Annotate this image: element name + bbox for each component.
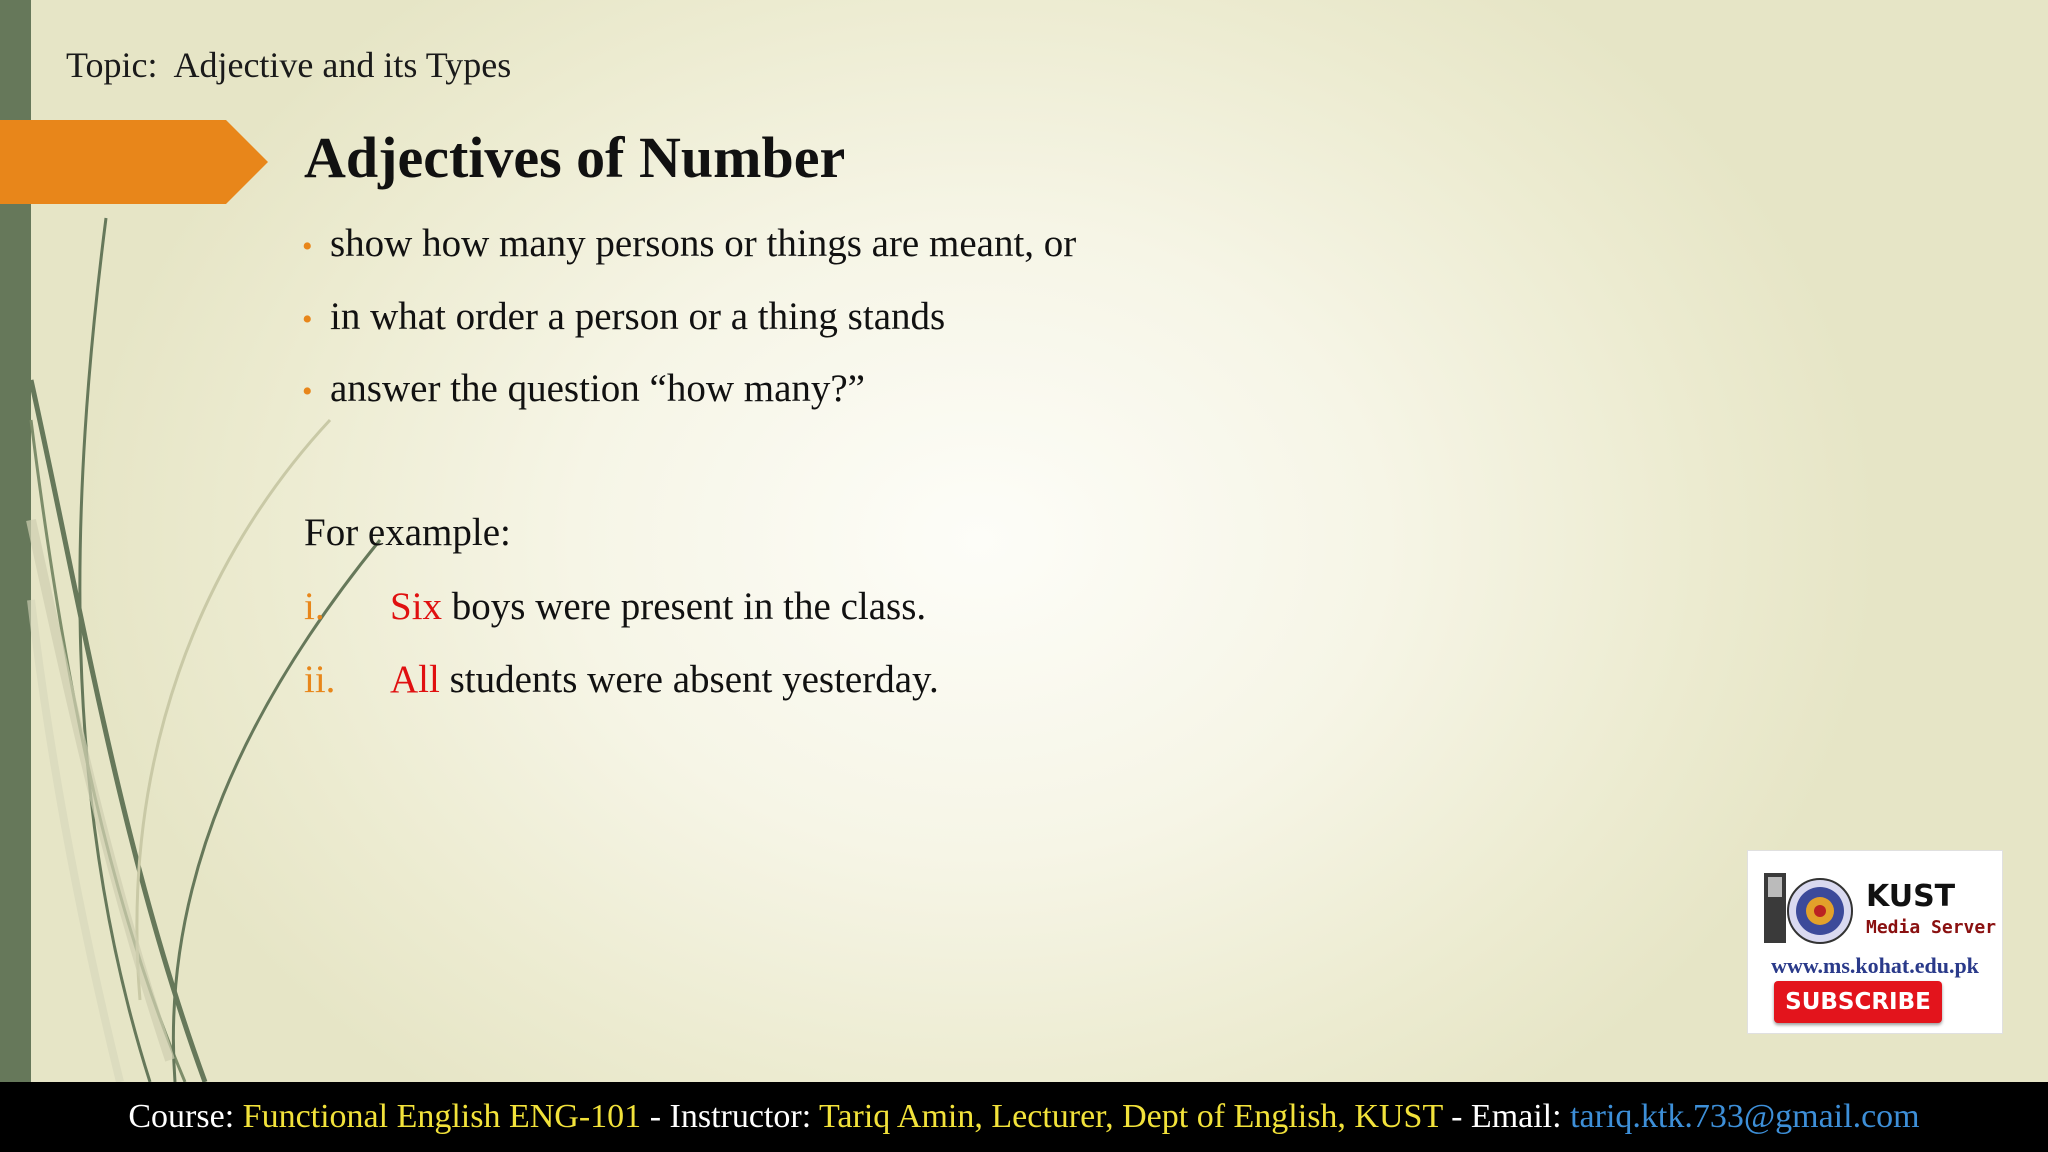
bullet-item bbox=[302, 222, 1076, 295]
bullet-text: in what order a person or a thing stands bbox=[330, 294, 946, 338]
bullet-item bbox=[302, 295, 1076, 368]
example-highlight: All bbox=[390, 657, 440, 701]
logo-url[interactable]: www.ms.kohat.edu.pk bbox=[1771, 953, 1979, 978]
footer-bar bbox=[0, 1082, 2048, 1152]
subscribe-button[interactable]: SUBSCRIBE bbox=[1774, 981, 1942, 1023]
example-sentence bbox=[390, 583, 926, 631]
example-rest: boys were present in the class. bbox=[442, 585, 927, 628]
kust-emblem-icon bbox=[1758, 863, 1866, 949]
bullet-item bbox=[302, 367, 1076, 440]
footer-instructor-label: - Instructor: bbox=[641, 1098, 820, 1135]
orange-arrow-banner bbox=[0, 120, 268, 204]
footer-email-link[interactable]: tariq.ktk.733@gmail.com bbox=[1570, 1098, 1920, 1135]
bullet-text: answer the question “how many?” bbox=[330, 367, 865, 410]
bullet-text: show how many persons or things are meant, or bbox=[330, 222, 1077, 265]
logo-name: KUST bbox=[1866, 879, 1956, 914]
example-highlight: Six bbox=[390, 585, 443, 628]
footer-course-label: Course: bbox=[128, 1098, 243, 1135]
logo-subtitle: Media Server bbox=[1866, 917, 1997, 938]
example-sentence bbox=[390, 656, 939, 704]
bullet-icon: • bbox=[302, 230, 313, 263]
example-rest: students were absent yesterday. bbox=[439, 657, 939, 701]
footer-course-value: Functional English ENG-101 bbox=[242, 1098, 642, 1135]
for-example-label: For example: bbox=[304, 511, 511, 554]
footer-email-label: - Email: bbox=[1442, 1098, 1571, 1135]
slide-title: Adjectives of Number bbox=[304, 125, 846, 190]
bullet-icon: • bbox=[302, 375, 313, 408]
example-number: ii. bbox=[304, 657, 336, 701]
footer-instructor-value: Tariq Amin, Lecturer, Dept of English, KUST bbox=[819, 1098, 1443, 1135]
bullet-list bbox=[302, 222, 1076, 440]
topic-heading: Topic: Adjective and its Types bbox=[66, 45, 512, 85]
bullet-icon: • bbox=[302, 302, 313, 336]
kust-media-server-logo[interactable] bbox=[1747, 850, 2003, 1034]
example-number: i. bbox=[304, 585, 325, 628]
